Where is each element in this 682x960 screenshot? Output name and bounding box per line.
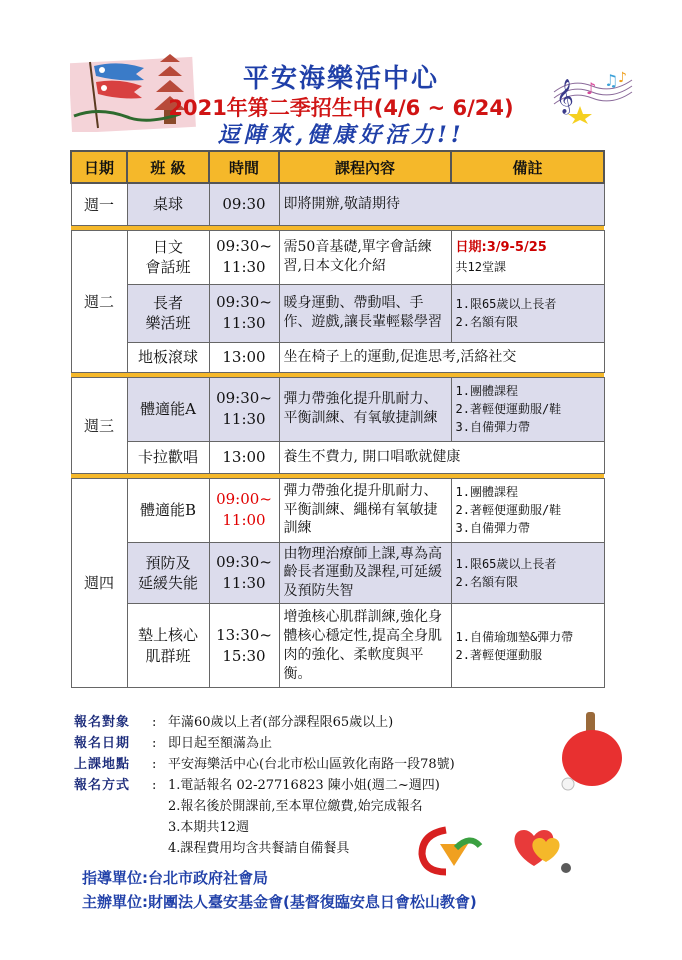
note-line: 2.著輕便運動服/鞋 — [455, 402, 562, 416]
note-line: 2.名額有限 — [455, 315, 518, 329]
schedule-table — [70, 150, 605, 688]
note-cell — [451, 377, 604, 441]
time-cell — [209, 478, 279, 542]
content-cell: 由物理治療師上課,專為高齡長者運動及課程,可延緩及預防失智 — [279, 542, 451, 604]
note-line: 1.團體課程 — [455, 384, 518, 398]
table-row — [71, 377, 604, 441]
class-line: 預防及 — [145, 553, 191, 572]
time-line: 13:30~ — [216, 625, 272, 644]
content-cell: 需50音基礎,單字會話練習,日本文化介紹 — [279, 230, 451, 284]
info-place: 上課地點 : 平安海樂活中心(台北市松山區敦化南路一段78號) — [74, 754, 455, 775]
day-cell: 週一 — [71, 183, 127, 225]
note-cell — [451, 284, 604, 342]
info-method-line: 3.本期共12週 — [168, 820, 249, 835]
note-line: 2.著輕便運動服/鞋 — [455, 503, 562, 517]
info-value: 即日起至額滿為止 — [168, 736, 273, 751]
class-line: 會話班 — [145, 258, 191, 276]
table-row — [71, 542, 604, 604]
note-cell — [451, 230, 604, 284]
note-line: 2.著輕便運動服 — [455, 647, 542, 662]
info-value: 平安海樂活中心(台北市松山區敦化南路一段78號) — [168, 757, 455, 772]
class-line: 墊上核心 — [137, 626, 198, 645]
header-class: 班 級 — [127, 151, 209, 183]
time-line: 09:00~ — [216, 490, 272, 508]
time-line: 11:30 — [222, 258, 266, 276]
note-line: 1.限65歲以上長者 — [455, 297, 557, 311]
time-line: 09:30~ — [216, 237, 272, 255]
time-line: 11:30 — [222, 410, 266, 428]
info-date: 報名日期 : 即日起至額滿為止 — [74, 733, 455, 754]
guide-unit: 指導單位:台北市政府社會局 — [82, 869, 268, 887]
time-line: 09:30~ — [216, 552, 272, 571]
sponsor-block — [82, 866, 477, 914]
class-cell — [127, 284, 209, 342]
table-header-row — [71, 151, 604, 183]
note-line: 2.名額有限 — [455, 574, 518, 589]
content-cell: 彈力帶強化提升肌耐力、平衡訓練、繩梯有氧敏捷訓練 — [279, 478, 451, 542]
heart-logo — [506, 822, 576, 878]
info-method-line: 4.課程費用均含共餐請自備餐具 — [168, 841, 350, 856]
class-cell: 體適能A — [127, 377, 209, 441]
header-time: 時間 — [209, 151, 279, 183]
note-line: 3.自備彈力帶 — [455, 521, 530, 535]
ping-pong-paddle-icon — [556, 708, 626, 792]
day-cell: 週四 — [71, 478, 127, 688]
table-row — [71, 342, 604, 372]
header-day: 日期 — [71, 151, 127, 183]
info-value: 年滿60歲以上者(部分課程限65歲以上) — [168, 715, 394, 730]
note-cell — [451, 478, 604, 542]
info-method: 報名方式 : 1.電話報名 02-27716823 陳小姐(週二~週四) — [74, 775, 455, 796]
table-row — [71, 284, 604, 342]
note-cell — [451, 604, 604, 688]
content-cell: 彈力帶強化提升肌耐力、平衡訓練、有氧敏捷訓練 — [279, 377, 451, 441]
info-label: 報名方式 — [74, 778, 131, 793]
time-cell — [209, 230, 279, 284]
content-cell: 即將開辦,敬請期待 — [279, 183, 604, 225]
class-line: 日文 — [152, 237, 183, 256]
time-cell: 13:00 — [209, 441, 279, 473]
content-cell: 養生不費力, 開口唱歌就健康 — [279, 441, 604, 473]
time-cell: 13:00 — [209, 342, 279, 372]
class-cell: 體適能B — [127, 478, 209, 542]
note-line: 1.限65歲以上長者 — [455, 556, 557, 571]
host-unit: 主辦單位:財團法人臺安基金會(基督復臨安息日會松山教會) — [82, 893, 477, 911]
class-line: 樂活班 — [145, 314, 191, 332]
time-line: 09:30~ — [216, 389, 272, 407]
content-cell: 增強核心肌群訓練,強化身體核心穩定性,提高全身肌肉的強化、柔軟度與平衡。 — [279, 604, 451, 688]
time-line: 11:00 — [222, 511, 266, 529]
table-row — [71, 478, 604, 542]
slogan: 逗陣來,健康好活力!! — [217, 122, 465, 148]
content-cell: 坐在椅子上的運動,促進思考,活絡社交 — [279, 342, 604, 372]
svg-text:𝄞: 𝄞 — [556, 79, 574, 114]
class-cell — [127, 230, 209, 284]
page-title: 平安海樂活中心 — [242, 64, 439, 94]
time-cell — [209, 284, 279, 342]
class-cell: 桌球 — [127, 183, 209, 225]
svg-text:♪: ♪ — [618, 70, 627, 86]
time-line: 15:30 — [222, 646, 266, 665]
table-row — [71, 230, 604, 284]
note-line: 共12堂課 — [455, 259, 506, 274]
class-cell: 卡拉歡唱 — [127, 441, 209, 473]
info-label: 報名對象 — [74, 715, 131, 730]
table-row — [71, 183, 604, 225]
time-cell: 09:30 — [209, 183, 279, 225]
class-line: 肌群班 — [145, 646, 191, 665]
info-label: 報名日期 — [74, 736, 131, 751]
class-cell — [127, 542, 209, 604]
day-cell: 週三 — [71, 377, 127, 473]
class-line: 長者 — [152, 293, 183, 312]
time-line: 11:30 — [222, 573, 266, 592]
info-value: 1.電話報名 02-27716823 陳小姐(週二~週四) — [168, 778, 440, 793]
page-subtitle: 2021年第二季招生中(4/6 ~ 6/24) — [168, 96, 514, 120]
table-row — [71, 441, 604, 473]
header-content: 課程內容 — [279, 151, 451, 183]
table-row — [71, 604, 604, 688]
time-line: 11:30 — [222, 314, 266, 332]
info-method-line: 2.報名後於開課前,至本單位繳費,始完成報名 — [168, 799, 423, 814]
registration-info — [74, 712, 455, 859]
header-note: 備註 — [451, 151, 604, 183]
time-cell — [209, 542, 279, 604]
content-cell: 暖身運動、帶動唱、手作、遊戲,讓長輩輕鬆學習 — [279, 284, 451, 342]
note-line: 日期:3/9-5/25 — [455, 240, 547, 256]
note-line: 1.自備瑜珈墊&彈力帶 — [455, 629, 574, 644]
class-line: 延緩失能 — [137, 573, 198, 592]
info-label: 上課地點 — [74, 757, 131, 772]
time-cell — [209, 604, 279, 688]
svg-text:♪: ♪ — [586, 79, 597, 98]
note-line: 3.自備彈力帶 — [455, 420, 530, 434]
class-cell — [127, 604, 209, 688]
class-cell: 地板滾球 — [127, 342, 209, 372]
note-line: 1.團體課程 — [455, 485, 518, 499]
day-cell: 週二 — [71, 230, 127, 372]
svg-text:♫: ♫ — [604, 71, 619, 90]
time-line: 09:30~ — [216, 293, 272, 311]
note-cell — [451, 542, 604, 604]
time-cell — [209, 377, 279, 441]
info-target: 報名對象 : 年滿60歲以上者(部分課程限65歲以上) — [74, 712, 455, 733]
